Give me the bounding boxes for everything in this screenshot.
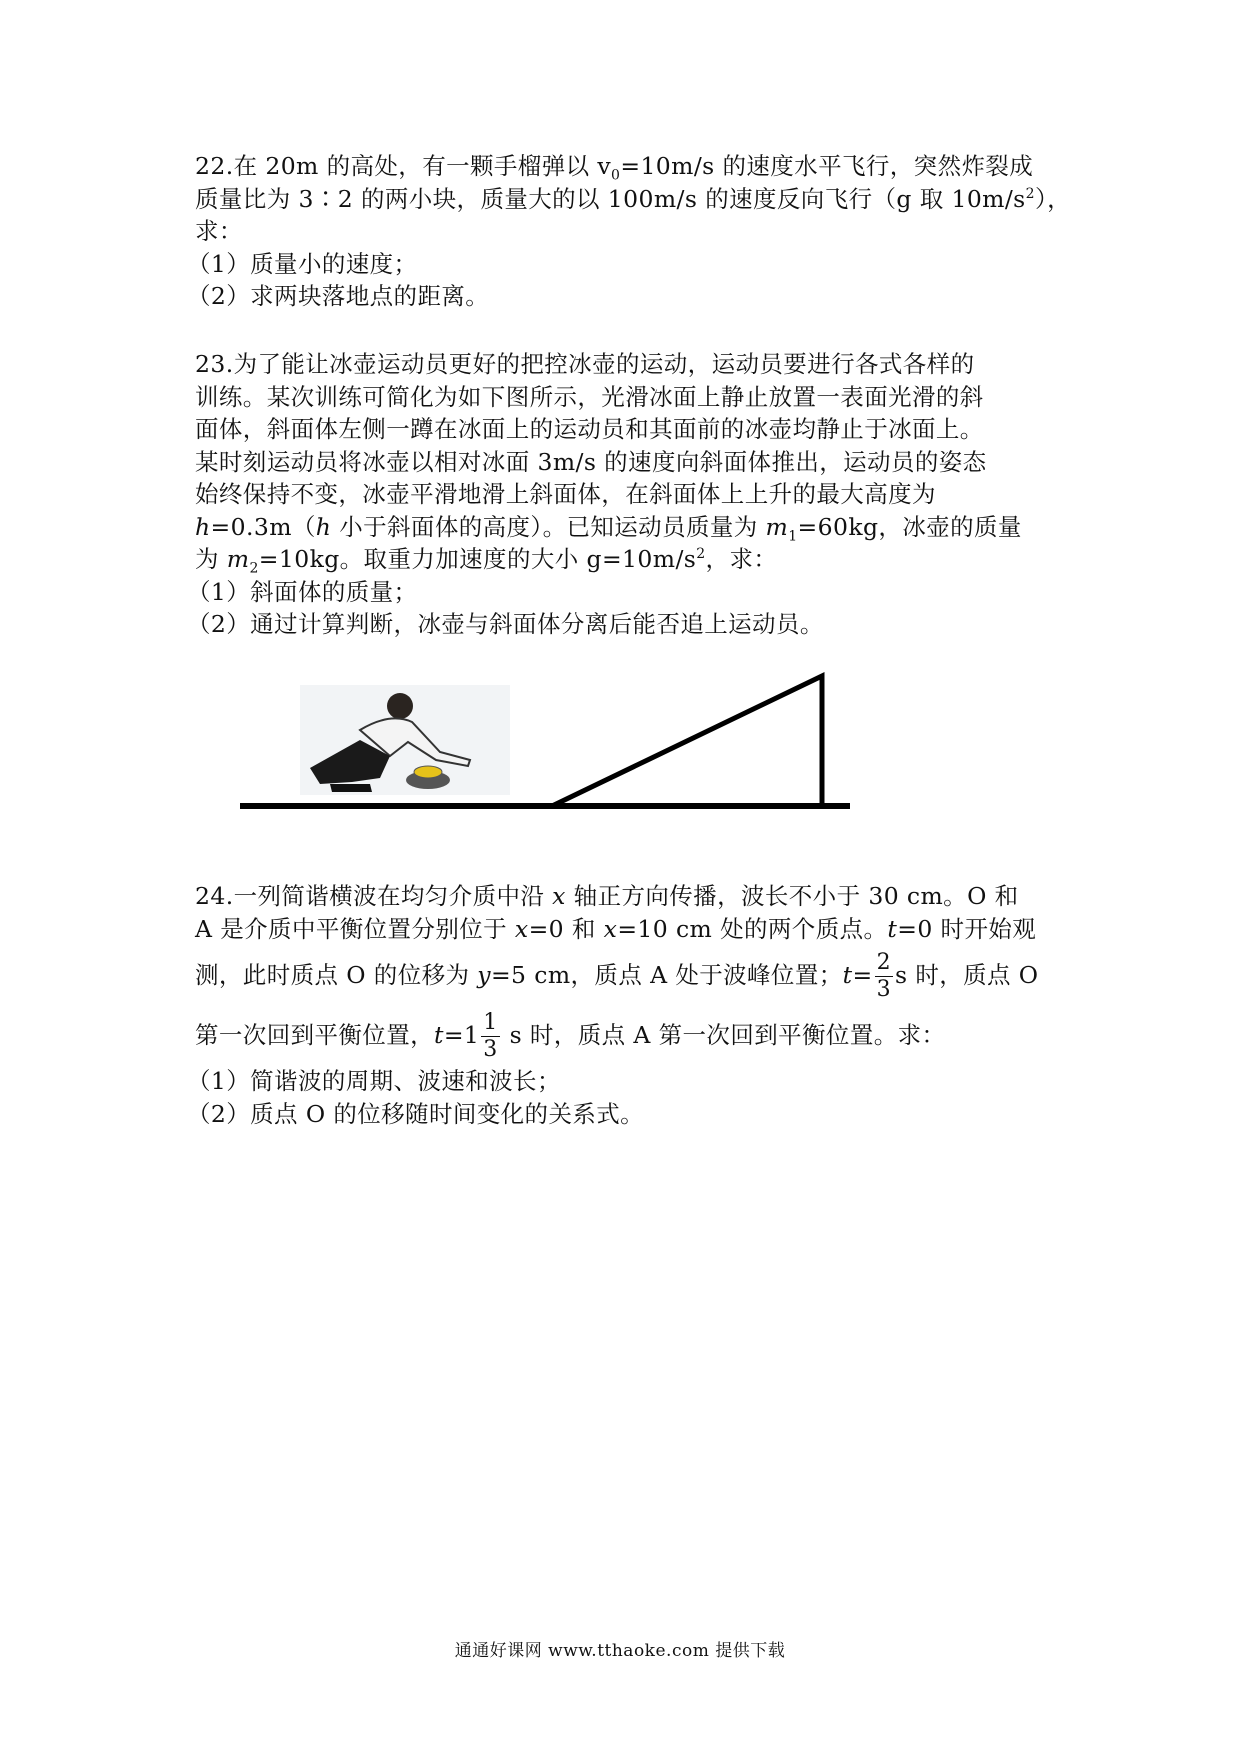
q22-line-1 xyxy=(195,150,1034,184)
q23-sup: 2 xyxy=(696,546,706,563)
var-x: x xyxy=(603,914,618,943)
q24-text: s 时，质点 A 第一次回到平衡位置。求： xyxy=(501,1021,946,1049)
q24-text: s 时，质点 O xyxy=(894,961,1039,989)
question-22 xyxy=(187,150,1072,313)
q22-text: =10m/s 的速度水平飞行，突然炸裂成 xyxy=(620,152,1034,180)
q24-text: 24.一列简谐横波在均匀介质中沿 xyxy=(195,882,553,910)
var-h: h xyxy=(195,512,211,541)
athlete-head xyxy=(387,693,413,719)
q23-line-3: 面体，斜面体左侧一蹲在冰面上的运动员和其面前的冰壶均静止于冰面上。 xyxy=(195,415,984,443)
q22-text: 22.在 20m 的高处，有一颗手榴弹以 v xyxy=(195,152,612,180)
q24-text: 第一次回到平衡位置， xyxy=(195,1021,434,1049)
q24-line-2 xyxy=(195,913,1037,946)
incline-block xyxy=(552,676,822,806)
stone-handle xyxy=(414,766,442,778)
q23-part-1: （1）斜面体的质量； xyxy=(187,577,418,606)
q24-text: = xyxy=(852,961,873,989)
q23-line-2: 训练。某次训练可简化为如下图所示，光滑冰面上静止放置一表面光滑的斜 xyxy=(195,382,984,411)
q22-line-2 xyxy=(195,183,1072,216)
q23-text: 为 xyxy=(195,545,227,573)
fraction-denominator: 3 xyxy=(483,1037,498,1062)
q22-text: ）， xyxy=(1034,184,1072,213)
page-footer: 通通好课网 www.tthaoke.com 提供下载 xyxy=(454,1641,786,1661)
q24-text: =10 cm 处的两个质点。 xyxy=(617,914,888,943)
var-x: x xyxy=(552,882,566,910)
var-y: y xyxy=(477,961,491,989)
q22-sup: 2 xyxy=(1025,185,1035,202)
q24-text: =0 时开始观 xyxy=(897,914,1037,943)
q23-sub: 1 xyxy=(788,528,798,545)
q23-line-6 xyxy=(195,511,1022,545)
fraction-two-thirds xyxy=(875,950,893,1003)
curling-incline-figure xyxy=(240,660,860,820)
q23-line-5: 始终保持不变，冰壶平滑地滑上斜面体，在斜面体上上升的最大高度为 xyxy=(195,480,936,508)
q23-text: =60kg，冰壶的质量 xyxy=(797,512,1022,541)
q23-text: =10kg。取重力加速度的大小 g=10m/s xyxy=(258,545,697,573)
q24-text: =0 和 xyxy=(528,914,604,943)
q23-text: 小于斜面体的高度）。已知运动员质量为 xyxy=(331,512,766,541)
q24-line-4 xyxy=(195,1005,1015,1065)
fraction-denominator: 3 xyxy=(876,977,891,1002)
q23-line-7 xyxy=(195,543,1015,576)
q24-part-1: （1）简谐波的周期、波速和波长； xyxy=(187,1067,561,1095)
var-h: h xyxy=(315,512,332,541)
q24-text: =1 xyxy=(443,1021,480,1049)
fraction-one-third xyxy=(481,1010,499,1063)
q24-text: 测，此时质点 O 的位移为 xyxy=(195,961,478,989)
q22-sub: 0 xyxy=(611,167,621,184)
q24-text: =5 cm，质点 A 处于波峰位置； xyxy=(490,961,843,989)
question-24 xyxy=(187,880,1039,1130)
fraction-numerator: 2 xyxy=(876,950,891,975)
athlete-shoe xyxy=(330,784,372,792)
var-x: x xyxy=(514,914,529,943)
q23-part-2: （2）通过计算判断，冰壶与斜面体分离后能否追上运动员。 xyxy=(187,610,824,638)
q23-line-4: 某时刻运动员将冰壶以相对冰面 3m/s 的速度向斜面体推出，运动员的姿态 xyxy=(195,447,987,476)
q24-line-1 xyxy=(195,880,1019,913)
q23-line-1: 23.为了能让冰壶运动员更好的把控冰壶的运动，运动员要进行各式各样的 xyxy=(195,350,975,378)
q24-text: A 是介质中平衡位置分别位于 xyxy=(195,914,515,943)
q22-part-1: （1）质量小的速度； xyxy=(187,249,418,278)
var-t: t xyxy=(887,914,898,943)
question-23 xyxy=(187,348,1022,641)
var-m: m xyxy=(226,545,250,573)
fraction-numerator: 1 xyxy=(483,1010,498,1035)
q24-part-2: （2）质点 O 的位移随时间变化的关系式。 xyxy=(187,1099,645,1128)
q22-part-2: （2）求两块落地点的距离。 xyxy=(187,282,490,310)
var-m: m xyxy=(765,512,789,541)
q24-text: 轴正方向传播，波长不小于 30 cm。O 和 xyxy=(565,882,1019,910)
q22-text: 质量比为 3∶2 的两小块，质量大的以 100m/s 的速度反向飞行（g 取 10m/s xyxy=(195,184,1026,213)
q23-text: =0.3m（ xyxy=(210,512,316,541)
q22-line-3: 求： xyxy=(195,217,243,245)
q23-text: ，求： xyxy=(705,545,778,573)
q24-line-3 xyxy=(195,945,1039,1005)
q23-sub: 2 xyxy=(249,560,259,577)
var-t: t xyxy=(842,961,853,989)
var-t: t xyxy=(434,1021,444,1049)
